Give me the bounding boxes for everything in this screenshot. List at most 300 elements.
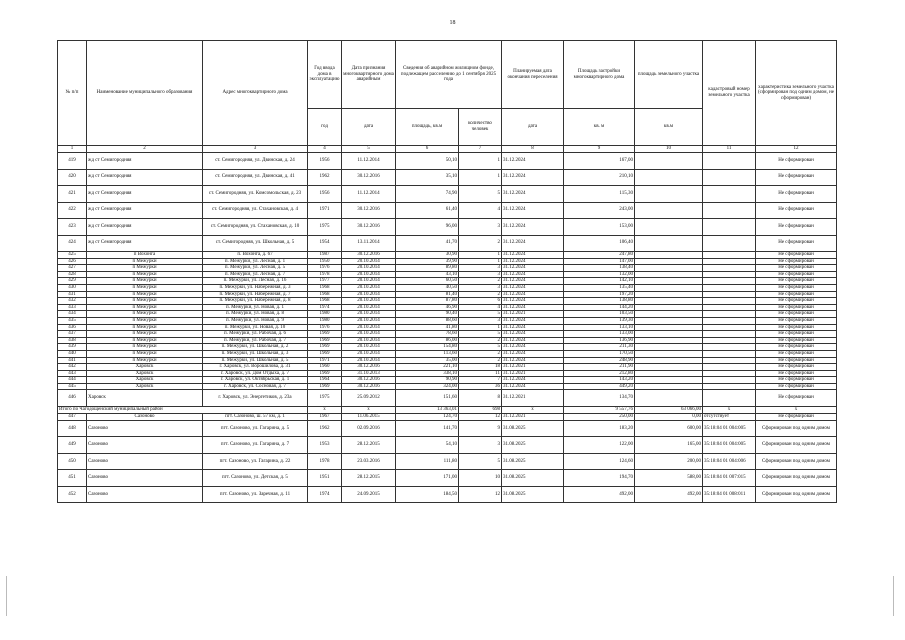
area: 89,80 (396, 265, 459, 272)
year-built: 1962 (308, 169, 342, 186)
year-built: 1960 (308, 364, 342, 371)
cadastral-number (703, 311, 756, 318)
address: пгт. Сазоново, ул. Гагарина, д. 22 (203, 453, 308, 470)
planned-date: 31.12.2024 (502, 331, 564, 338)
municipality: Сазоново (87, 486, 203, 503)
cadastral-number (703, 383, 756, 390)
row-number: 426 (58, 258, 87, 265)
emergency-date: 20.10.2014 (342, 311, 396, 318)
land-area (635, 311, 703, 318)
land-characteristic: Не сформирован (756, 153, 837, 170)
land-characteristic: Не сформирован (756, 252, 837, 259)
table-row (58, 377, 837, 384)
municipality: жд ст Семигородняя (87, 153, 203, 170)
land-area (635, 258, 703, 265)
column-number: 4 (308, 146, 342, 153)
row-number: 436 (58, 324, 87, 331)
land-area (635, 317, 703, 324)
residents: 2 (459, 350, 502, 357)
emergency-date: 30.12.2016 (342, 383, 396, 390)
area: 184,50 (396, 486, 459, 503)
municipality: п Межурки (87, 324, 203, 331)
land-characteristic: Не сформирован (756, 413, 837, 420)
table-row (58, 420, 837, 437)
emergency-date: 28.12.2015 (342, 437, 396, 454)
unit-year: год (308, 109, 342, 146)
address: п. Вохонга, д. 67 (203, 252, 308, 259)
land-characteristic: Не сформирован (756, 370, 837, 377)
emergency-date: 20.10.2014 (342, 331, 396, 338)
year-built: 1969 (308, 331, 342, 338)
land-characteristic: Не сформирован (756, 317, 837, 324)
header-land-area: площадь земельного участка (635, 41, 703, 109)
building-area: 153,00 (564, 219, 635, 236)
building-area: 143,20 (564, 377, 635, 384)
address: г. Харовск, ул. Сосновая, д. 7 (203, 383, 308, 390)
land-characteristic: Не сформирован (756, 390, 837, 407)
cadastral-number (703, 298, 756, 305)
year-built: 1974 (308, 486, 342, 503)
column-number-row (58, 146, 837, 153)
emergency-date: 11.12.2014 (342, 186, 396, 203)
residents: 5 (459, 331, 502, 338)
table-row (58, 235, 837, 252)
land-area (635, 337, 703, 344)
residents: 18 (459, 364, 502, 371)
total-value: 63 066,00 (635, 406, 703, 413)
address: п. Межурки, ул. Рабочая, д. 7 (203, 337, 308, 344)
planned-date: 31.12.2024 (502, 324, 564, 331)
emergency-date: 20.10.2014 (342, 298, 396, 305)
building-area: 115,30 (564, 186, 635, 203)
column-number: 1 (58, 146, 87, 153)
planned-date: 31.12.2021 (502, 364, 564, 371)
residents: 12 (459, 413, 502, 420)
building-area: 247,80 (564, 252, 635, 259)
table-row (58, 311, 837, 318)
year-built: 1968 (308, 298, 342, 305)
land-area (635, 370, 703, 377)
planned-date: 31.12.2021 (502, 311, 564, 318)
header-building-area: Площадь застройки многоквартирного дома (564, 41, 635, 109)
header-cadastral-number: кадастровый номер земельного участка (703, 41, 756, 146)
area: 86,00 (396, 337, 459, 344)
table-row (58, 470, 837, 487)
building-area: 212,80 (564, 370, 635, 377)
table-row (58, 350, 837, 357)
area: 74,90 (396, 186, 459, 203)
area: 221,10 (396, 364, 459, 371)
land-characteristic: Не сформирован (756, 202, 837, 219)
cadastral-number (703, 324, 756, 331)
cadastral-number (703, 364, 756, 371)
emergency-date: 20.10.2014 (342, 271, 396, 278)
table-row (58, 317, 837, 324)
address: г. Харовск, ул. Энергетиков, д. 23а (203, 390, 308, 407)
land-characteristic: Не сформирован (756, 357, 837, 364)
land-area (635, 284, 703, 291)
address: п. Межурки, ул. Рабочая, д. 6 (203, 331, 308, 338)
area: 60,50 (396, 278, 459, 285)
land-area: 200,00 (635, 453, 703, 470)
address: пгт. Сазоново, ул. Гагарина, д. 5 (203, 420, 308, 437)
area: 324,00 (396, 383, 459, 390)
planned-date: 31.12.2021 (502, 390, 564, 407)
municipality: п Межурки (87, 298, 203, 305)
emergency-date: 28.12.2015 (342, 470, 396, 487)
header-address: Адрес многоквартирного дома (203, 41, 308, 146)
address: п. Межурки, ул. Школьная, д. 2 (203, 344, 308, 351)
residents: 4 (459, 202, 502, 219)
emergency-date: 30.12.2016 (342, 252, 396, 259)
area: 54,10 (396, 437, 459, 454)
emergency-date: 20.10.2014 (342, 265, 396, 272)
land-characteristic: Не сформирован (756, 284, 837, 291)
cadastral-number (703, 291, 756, 298)
year-built: 1951 (308, 470, 342, 487)
total-value: x (308, 406, 342, 413)
row-number: 434 (58, 311, 87, 318)
table-row (58, 486, 837, 503)
planned-date: 31.12.2021 (502, 370, 564, 377)
year-built: 1975 (308, 390, 342, 407)
land-area (635, 331, 703, 338)
row-number: 440 (58, 350, 87, 357)
emergency-date: 20.10.2014 (342, 324, 396, 331)
cadastral-number (703, 317, 756, 324)
address: ст. Семигородняя, ул. Стахановская, д. 10 (203, 219, 308, 236)
residents: 11 (459, 370, 502, 377)
municipality: п Межурки (87, 258, 203, 265)
address: п. Межурки, ул. Набережная, д. 8 (203, 298, 308, 305)
row-number: 451 (58, 470, 87, 487)
year-built: 1950 (308, 258, 342, 265)
year-built: 1969 (308, 344, 342, 351)
planned-date: 31.12.2024 (502, 235, 564, 252)
cadastral-number (703, 337, 756, 344)
residents: 4 (459, 304, 502, 311)
land-area: 0,00 (635, 413, 703, 420)
municipality: жд ст Семигородняя (87, 235, 203, 252)
cadastral-number: отсутствует (703, 413, 756, 420)
land-area (635, 377, 703, 384)
building-area: 138,40 (564, 265, 635, 272)
planned-date: 31.12.2024 (502, 169, 564, 186)
table-row (58, 252, 837, 259)
header-municipality: Наименование муниципального образования (87, 41, 203, 146)
planned-date: 31.08.2025 (502, 453, 564, 470)
emergency-date: 20.10.2014 (342, 317, 396, 324)
residents: 2 (459, 235, 502, 252)
emergency-date: 02.09.2016 (342, 420, 396, 437)
year-built: 1978 (308, 271, 342, 278)
unit-land-area: кв.м (635, 109, 703, 146)
land-area: 165,00 (635, 437, 703, 454)
land-area (635, 357, 703, 364)
header-land-characteristic: характеристика земельного участка (сформирован под одним домом, не сформирован) (756, 41, 837, 146)
land-characteristic: Не сформирован (756, 383, 837, 390)
emergency-date: 30.12.2016 (342, 202, 396, 219)
municipality: п Межурки (87, 271, 203, 278)
header-relocation-info: Сведения об аварийном жилищном фонде, подлежащем расселению до 1 сентября 2025 года (396, 41, 502, 109)
land-area (635, 324, 703, 331)
building-area: 135,40 (564, 284, 635, 291)
residents: 8 (459, 390, 502, 407)
row-number: 430 (58, 284, 87, 291)
row-number: 432 (58, 298, 87, 305)
land-area (635, 383, 703, 390)
cadastral-number (703, 219, 756, 236)
total-value: x (756, 406, 837, 413)
residents: 5 (459, 344, 502, 351)
planned-date: 31.12.2024 (502, 357, 564, 364)
land-characteristic: Сформирован под одним домом (756, 420, 837, 437)
address: ст. Семигородняя, ул. Двинская, д. 41 (203, 169, 308, 186)
area: 338,10 (396, 370, 459, 377)
cadastral-number (703, 202, 756, 219)
land-area (635, 298, 703, 305)
land-characteristic: Не сформирован (756, 235, 837, 252)
residents: 2 (459, 278, 502, 285)
area: 90,90 (396, 377, 459, 384)
emergency-date: 30.12.2016 (342, 377, 396, 384)
municipality: п Межурки (87, 331, 203, 338)
year-built: 1971 (308, 202, 342, 219)
building-area: 194,70 (564, 470, 635, 487)
unit-planned-date: дата (502, 109, 564, 146)
planned-date: 31.08.2025 (502, 437, 564, 454)
year-built: 1976 (308, 265, 342, 272)
area: 113,60 (396, 350, 459, 357)
building-area: 132,00 (564, 271, 635, 278)
table-row (58, 169, 837, 186)
address: г. Харовск, ул. Ворошилова, д. 31 (203, 364, 308, 371)
table-row (58, 370, 837, 377)
emergency-date: 24.09.2015 (342, 486, 396, 503)
emergency-date: 20.10.2014 (342, 337, 396, 344)
area: 40,50 (396, 284, 459, 291)
planned-date: 31.12.2024 (502, 271, 564, 278)
year-built: 1969 (308, 370, 342, 377)
residents: 12 (459, 486, 502, 503)
left-margin-mark (6, 576, 7, 616)
district-total-row (58, 406, 837, 413)
row-number: 425 (58, 252, 87, 259)
building-area: 124,60 (564, 453, 635, 470)
emergency-date: 30.12.2016 (342, 219, 396, 236)
residents: 2 (459, 291, 502, 298)
planned-date: 31.12.2024 (502, 278, 564, 285)
municipality: п Межурки (87, 350, 203, 357)
planned-date: 31.08.2025 (502, 420, 564, 437)
building-area: 197,20 (564, 291, 635, 298)
land-characteristic: Не сформирован (756, 186, 837, 203)
land-area (635, 252, 703, 259)
row-number: 419 (58, 153, 87, 170)
table-row (58, 258, 837, 265)
total-value: x (342, 406, 396, 413)
row-number: 429 (58, 278, 87, 285)
table-row (58, 383, 837, 390)
land-area (635, 153, 703, 170)
column-number: 6 (396, 146, 459, 153)
cadastral-number (703, 370, 756, 377)
address: п. Межурки, ул. Новая, д. 9 (203, 317, 308, 324)
cadastral-number (703, 344, 756, 351)
land-characteristic: Не сформирован (756, 258, 837, 265)
building-area: 103,50 (564, 311, 635, 318)
planned-date: 31.12.2024 (502, 186, 564, 203)
area: 171,00 (396, 470, 459, 487)
table-row (58, 453, 837, 470)
address: пгт. Сазоново, ул. Гагарина, д. 7 (203, 437, 308, 454)
column-number: 7 (459, 146, 502, 153)
row-number: 448 (58, 420, 87, 437)
municipality: п Межурки (87, 291, 203, 298)
header-year: Год ввода дома в эксплуатацию (308, 41, 342, 109)
year-built: 1971 (308, 357, 342, 364)
year-built: 1975 (308, 219, 342, 236)
cadastral-number: 35:18:04 01 004:006 (703, 453, 756, 470)
land-characteristic: Не сформирован (756, 344, 837, 351)
dwelling-register-table (57, 40, 837, 503)
building-area: 122,00 (564, 437, 635, 454)
residents: 2 (459, 357, 502, 364)
land-area (635, 364, 703, 371)
page-number: 18 (449, 20, 456, 26)
residents: 1 (459, 169, 502, 186)
table-header (58, 41, 837, 146)
area: 124,70 (396, 413, 459, 420)
cadastral-number (703, 390, 756, 407)
column-number: 5 (342, 146, 396, 153)
building-area: 170,50 (564, 350, 635, 357)
cadastral-number (703, 357, 756, 364)
year-built: 1964 (308, 377, 342, 384)
planned-date: 31.12.2024 (502, 202, 564, 219)
row-number: 427 (58, 265, 87, 272)
building-area: 134,70 (564, 390, 635, 407)
table-row (58, 331, 837, 338)
municipality: п Межурки (87, 311, 203, 318)
building-area: 133,10 (564, 324, 635, 331)
row-number: 452 (58, 486, 87, 503)
building-area: 243,00 (564, 202, 635, 219)
cadastral-number (703, 235, 756, 252)
municipality: п Межурки (87, 337, 203, 344)
area: 35,10 (396, 169, 459, 186)
address: п. Межурки, ул. Набережная, д. 3 (203, 284, 308, 291)
table-row (58, 413, 837, 420)
area: 43,10 (396, 271, 459, 278)
building-area: 144,20 (564, 304, 635, 311)
row-number: 447 (58, 413, 87, 420)
cadastral-number: 35:18:04 01 004:005 (703, 437, 756, 454)
land-characteristic: Не сформирован (756, 219, 837, 236)
planned-date: 31.12.2024 (502, 377, 564, 384)
row-number: 433 (58, 304, 87, 311)
residents: 2 (459, 337, 502, 344)
emergency-date: 20.10.2014 (342, 304, 396, 311)
land-area: 588,00 (635, 470, 703, 487)
address: пгт. Сазоново, ул. Заречная, д. 11 (203, 486, 308, 503)
municipality: Харовск (87, 377, 203, 384)
municipality: Сазоново (87, 413, 203, 420)
year-built: 1954 (308, 235, 342, 252)
cadastral-number: 35:18:04 01 004:005 (703, 420, 756, 437)
column-number: 8 (502, 146, 564, 153)
table-row (58, 437, 837, 454)
row-number: 420 (58, 169, 87, 186)
column-number: 12 (756, 146, 837, 153)
building-area: 139,30 (564, 317, 635, 324)
land-characteristic: Не сформирован (756, 291, 837, 298)
land-area (635, 265, 703, 272)
year-built: 1967 (308, 413, 342, 420)
right-margin-mark (893, 576, 894, 616)
land-characteristic: Не сформирован (756, 364, 837, 371)
area: 35,00 (396, 357, 459, 364)
land-characteristic: Не сформирован (756, 278, 837, 285)
residents: 3 (459, 437, 502, 454)
unit-persons: количество человек (459, 109, 502, 146)
address: п. Межурки, ул. Новая, д. 8 (203, 311, 308, 318)
area: 141,70 (396, 420, 459, 437)
emergency-date: 13.11.2014 (342, 235, 396, 252)
land-area (635, 219, 703, 236)
emergency-date: 20.10.2014 (342, 357, 396, 364)
planned-date: 31.12.2024 (502, 350, 564, 357)
building-area: 248,90 (564, 357, 635, 364)
planned-date: 31.12.2024 (502, 317, 564, 324)
land-characteristic: Не сформирован (756, 350, 837, 357)
residents: 3 (459, 265, 502, 272)
municipality: Сазоново (87, 420, 203, 437)
area: 78,60 (396, 331, 459, 338)
area: 88,60 (396, 317, 459, 324)
municipality: п Межурки (87, 317, 203, 324)
emergency-date: 20.10.2014 (342, 278, 396, 285)
planned-date: 31.08.2025 (502, 486, 564, 503)
area: 111,80 (396, 453, 459, 470)
residents: 1 (459, 252, 502, 259)
row-number: 428 (58, 271, 87, 278)
table-row (58, 265, 837, 272)
row-number: 445 (58, 383, 87, 390)
municipality: жд ст Семигородняя (87, 219, 203, 236)
year-built: 1969 (308, 350, 342, 357)
table-row (58, 390, 837, 407)
cadastral-number (703, 350, 756, 357)
planned-date: 31.12.2024 (502, 284, 564, 291)
address: п. Межурки, ул. Лесная, д. 5 (203, 265, 308, 272)
area: 81,40 (396, 291, 459, 298)
planned-date: 31.12.2024 (502, 219, 564, 236)
municipality: Сазоново (87, 470, 203, 487)
cadastral-number (703, 304, 756, 311)
area: 151,60 (396, 390, 459, 407)
planned-date: 31.12.2024 (502, 304, 564, 311)
residents: 36 (459, 383, 502, 390)
building-area: 106,40 (564, 235, 635, 252)
cadastral-number: 35:18:04 01 008:011 (703, 486, 756, 503)
land-characteristic: Не сформирован (756, 311, 837, 318)
cadastral-number (703, 271, 756, 278)
residents: 1 (459, 153, 502, 170)
table-body (58, 146, 837, 503)
header-number: № п/п (58, 41, 87, 146)
emergency-date: 11.12.2014 (342, 153, 396, 170)
